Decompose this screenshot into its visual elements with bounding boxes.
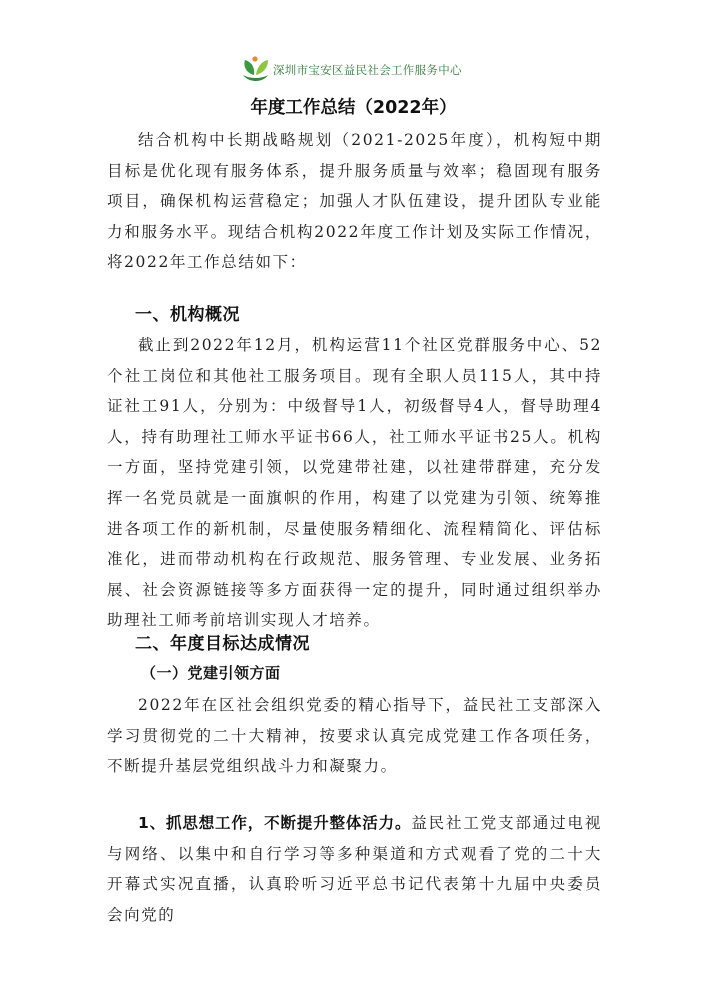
section-2-paragraph: 2022年在区社会组织党委的精心指导下，益民社工支部深入学习贯彻党的二十大精神，按要求认真完成党建工作各项任务，不断提升基层党组织战斗力和凝聚力。 <box>107 696 602 776</box>
item-1-paragraph <box>107 808 602 930</box>
organization-name: 深圳市宝安区益民社会工作服务中心 <box>273 63 462 77</box>
sprout-leaf-icon <box>239 54 271 84</box>
section-1-body <box>107 330 602 636</box>
section-2-subheading: （一）党建引领方面 <box>141 664 281 682</box>
item-1-lead: 1、抓思想工作，不断提升整体活力。 <box>138 814 412 832</box>
intro-section <box>107 125 602 278</box>
intro-paragraph: 结合机构中长期战略规划（2021-2025年度），机构短中期目标是优化现有服务体系，提升服务质量与效率；稳固现有服务项目，确保机构运营稳定；加强人才队伍建设，提升团队专业能力和服务水平。现结合机构2022年度工作计划及实际工作情况，将2022年工作总结如下： <box>107 131 602 272</box>
section-1-heading: 一、机构概况 <box>135 305 240 325</box>
letterhead <box>0 50 707 86</box>
document-title: 年度工作总结（2022年） <box>250 98 457 118</box>
item-1-text: 益民社工党支部通过电视与网络、以集中和自行学习等多种渠道和方式观看了党的二十大开幕式实况直播，认真聆听习近平总书记代表第十九届中央委员会向党的 <box>107 814 602 924</box>
section-1-paragraph: 截止到2022年12月，机构运营11个社区党群服务中心、52个社工岗位和其他社工服务项目。现有全职人员115人，其中持证社工91人，分别为：中级督导1人，初级督导4人，督导助理4人，持有助理社工师水平证书66人，社工师水平证书25人。机构一方面，坚持党建引领，以党建带社建，以社建带群建，充分发挥一名党员就是一面旗帜的作用，构建了以党建为引领、统筹推进各项工作的新机制，尽量使服务精细化、流程精简化、评估标准化，进而带动机构在行政规范、服务管理、专业发展、业务拓展、社会资源链接等多方面获得一定的提升，同时通过组织举办助理社工师考前培训实现人才培养。 <box>107 336 602 630</box>
section-2-heading: 二、年度目标达成情况 <box>135 634 310 654</box>
section-2-item-1 <box>107 808 602 930</box>
section-2-body <box>107 690 602 782</box>
